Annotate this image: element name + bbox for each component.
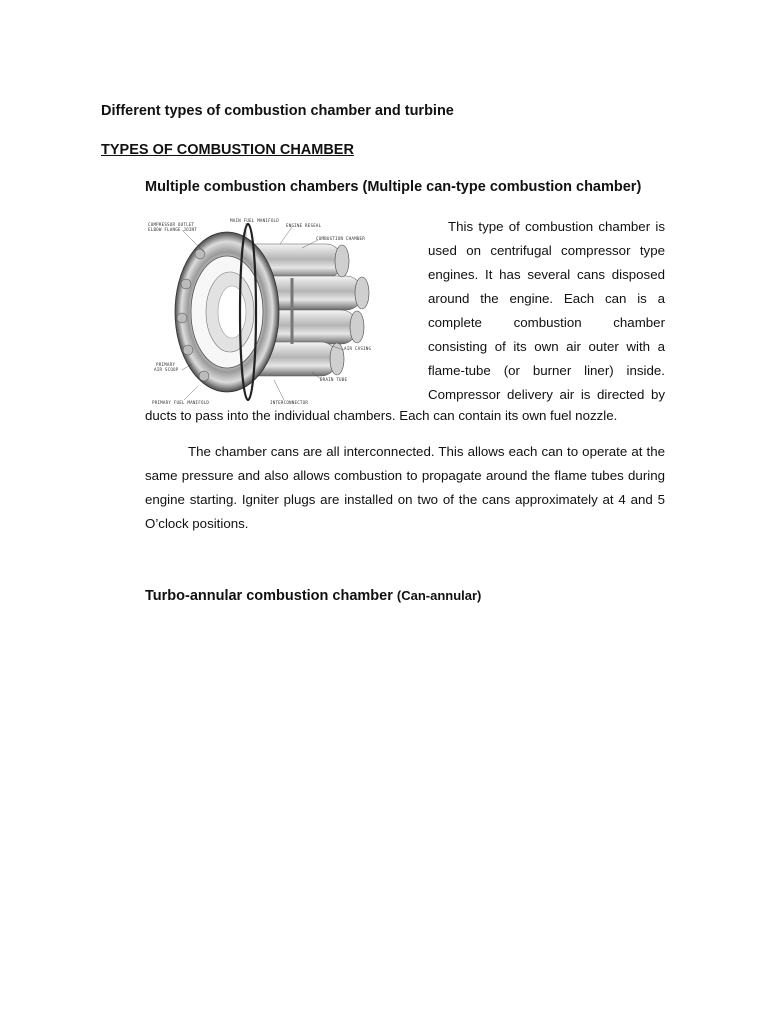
label-primary: PRIMARY bbox=[156, 362, 176, 367]
label-air-scoop: AIR SCOOP bbox=[154, 367, 179, 372]
subheading-multiple-can: Multiple combustion chambers (Multiple can-type combustion chamber) bbox=[145, 179, 642, 195]
subheading-turbo-annular-main: Turbo-annular combustion chamber bbox=[145, 588, 397, 604]
section-heading: TYPES OF COMBUSTION CHAMBER bbox=[101, 142, 354, 158]
paragraph-1-side: This type of combustion chamber is used on centrifugal compressor type engines. It has several cans disposed around the engine. Each can is a complete combustion chamber consisting of its own air outer with a flame-tube (or burner liner) inside. Compressor delivery air is directed by bbox=[428, 219, 665, 402]
label-air-casing: AIR CASING bbox=[344, 346, 372, 351]
label-drain-tube: DRAIN TUBE bbox=[320, 377, 348, 382]
label-elbow-flange-joint: ELBOW FLANGE JOINT bbox=[148, 227, 197, 232]
label-engine-reseal: ENGINE RESEAL bbox=[286, 223, 322, 228]
label-main-fuel-manifold: MAIN FUEL MANIFOLD bbox=[230, 218, 279, 223]
label-compressor-outlet: COMPRESSOR OUTLET bbox=[148, 222, 195, 227]
document-title: Different types of combustion chamber and turbine bbox=[101, 103, 454, 119]
label-combustion-chamber: COMBUSTION CHAMBER bbox=[316, 236, 365, 241]
subheading-turbo-annular bbox=[145, 588, 481, 604]
label-primary-fuel-manifold: PRIMARY FUEL MANIFOLD bbox=[152, 400, 210, 405]
combustion-chamber-figure bbox=[142, 214, 380, 410]
paragraph-1-tail: ducts to pass into the individual chambers. Each can contain its own fuel nozzle. bbox=[145, 408, 618, 423]
label-interconnector: INTERCONNECTOR bbox=[270, 400, 309, 405]
paragraph-2: The chamber cans are all interconnected. This allows each can to operate at the same pressure and also allows combustion to propagate around the flame tubes during engine starting. Igniter plugs are installed on two of the cans approximately at 4 and 5 O’clock positions. bbox=[145, 444, 665, 531]
subheading-turbo-annular-paren: (Can-annular) bbox=[396, 588, 482, 603]
